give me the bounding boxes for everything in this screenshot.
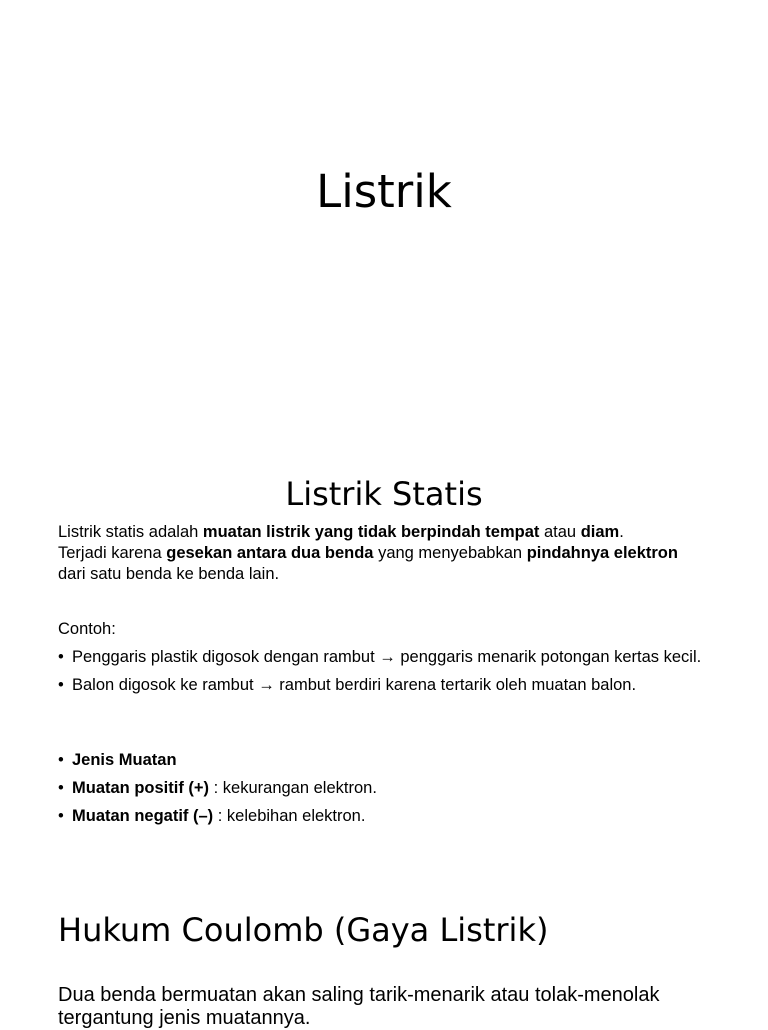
bold-text: gesekan antara dua benda (166, 544, 374, 562)
bullet-icon: • (58, 648, 64, 666)
definition-paragraph (58, 522, 708, 585)
list-item (58, 647, 708, 667)
list-item (58, 750, 708, 770)
bold-text: Muatan negatif (–) (72, 807, 214, 825)
main-title: Listrik (316, 165, 452, 218)
bullet-icon: • (58, 779, 64, 797)
text-run: Balon digosok ke rambut → rambut berdiri karena tertarik oleh muatan balon. (72, 676, 637, 694)
slide-hukum-coulomb (0, 880, 768, 1029)
text-run: atau (539, 523, 581, 541)
text-run: : kekurangan elektron. (209, 779, 377, 797)
bold-text: Jenis Muatan (72, 751, 177, 769)
coulomb-title: Hukum Coulomb (Gaya Listrik) (58, 911, 549, 949)
slide-title (0, 0, 768, 440)
text-run: . (619, 523, 624, 541)
text-run: yang menyebabkan (373, 544, 527, 562)
text-run: Penggaris plastik digosok dengan rambut → penggaris menarik potongan kertas kecil. (72, 648, 702, 666)
list-item (58, 806, 708, 826)
charge-types-list (58, 750, 708, 834)
examples-label: Contoh: (58, 620, 116, 638)
examples-list (58, 647, 708, 703)
text-run: : kelebihan elektron. (213, 807, 366, 825)
bold-text: diam (580, 523, 620, 541)
coulomb-body: Dua benda bermuatan akan saling tarik-menarik atau tolak-menolak tergantung jenis muatannya. (58, 984, 660, 1029)
list-item (58, 778, 708, 798)
bullet-icon: • (58, 751, 64, 769)
bold-text: muatan listrik yang tidak berpindah tempat (202, 523, 540, 541)
text-run: Terjadi karena (58, 544, 167, 562)
bold-text: Muatan positif (+) (72, 779, 210, 797)
text-run: dari satu benda ke benda lain. (58, 565, 280, 583)
slide-listrik-statis (0, 440, 768, 880)
bold-text: pindahnya elektron (526, 544, 678, 562)
list-item (58, 675, 708, 695)
text-run: Listrik statis adalah (58, 523, 203, 541)
bullet-icon: • (58, 676, 64, 694)
bullet-icon: • (58, 807, 64, 825)
section-title: Listrik Statis (285, 475, 483, 513)
